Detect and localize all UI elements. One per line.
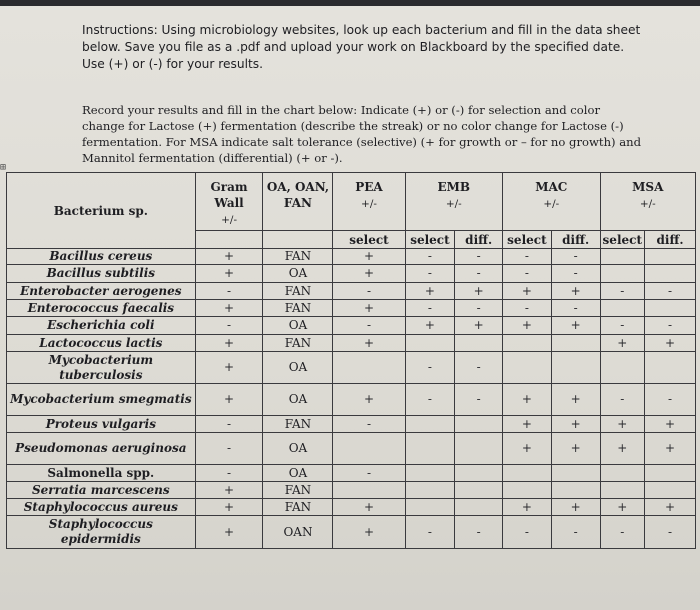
emb-select-cell[interactable]	[405, 416, 455, 433]
results-table	[6, 172, 696, 549]
msa-diff-cell[interactable]	[645, 482, 696, 499]
bacterium-name: Lactococcus lactis	[7, 335, 196, 352]
bacterium-name: Staphylococcus aureus	[7, 499, 196, 516]
oa-header: OA, OAN, FAN	[263, 173, 333, 231]
msa-select-cell[interactable]: -	[600, 283, 645, 300]
oa-oan-fan-cell[interactable]: OA	[263, 465, 333, 482]
oa-oan-fan-cell[interactable]: OA	[263, 265, 333, 283]
msa-header-label: MSA	[632, 180, 664, 194]
bacterium-name: Staphylococcus epidermidis	[7, 516, 196, 549]
emb-select-cell[interactable]	[405, 499, 455, 516]
mac-select-cell[interactable]: -	[503, 265, 552, 283]
msa-select-cell[interactable]: -	[600, 317, 645, 335]
pea-select-cell[interactable]	[333, 482, 405, 499]
pea-select-header: select	[333, 231, 405, 249]
emb-select-cell[interactable]	[405, 433, 455, 465]
mac-select-cell[interactable]: +	[503, 499, 552, 516]
msa-select-cell[interactable]: +	[600, 335, 645, 352]
msa-select-cell[interactable]: +	[600, 433, 645, 465]
emb-header-label: EMB	[437, 180, 471, 194]
mac-header	[503, 173, 601, 231]
gram-header	[195, 173, 263, 231]
emb-select-cell[interactable]	[405, 465, 455, 482]
table-row	[7, 516, 696, 549]
table-row	[7, 317, 696, 335]
oa-oan-fan-cell[interactable]: OAN	[263, 516, 333, 549]
mac-select-cell[interactable]: +	[503, 317, 552, 335]
table-row	[7, 416, 696, 433]
msa-diff-header: diff.	[645, 231, 696, 249]
gram-cell[interactable]: +	[195, 335, 263, 352]
emb-diff-cell[interactable]	[455, 499, 503, 516]
table-row	[7, 249, 696, 265]
oa-oan-fan-cell[interactable]: OA	[263, 384, 333, 416]
emb-diff-cell[interactable]: -	[455, 352, 503, 384]
gram-cell[interactable]: -	[195, 465, 263, 482]
gram-header-sub: +/-	[221, 214, 238, 226]
bacterium-name: Proteus vulgaris	[7, 416, 196, 433]
oa-oan-fan-cell[interactable]: FAN	[263, 482, 333, 499]
msa-diff-cell[interactable]: -	[645, 384, 696, 416]
msa-diff-cell[interactable]: -	[645, 516, 696, 549]
mac-diff-cell[interactable]: -	[551, 300, 600, 317]
mac-diff-cell[interactable]: +	[551, 283, 600, 300]
bacterium-name: Pseudomonas aeruginosa	[7, 433, 196, 465]
oa-oan-fan-cell[interactable]: FAN	[263, 300, 333, 317]
pea-select-cell[interactable]	[333, 433, 405, 465]
msa-diff-cell[interactable]: +	[645, 499, 696, 516]
oa-oan-fan-cell[interactable]: FAN	[263, 499, 333, 516]
bacterium-name: Salmonella spp.	[7, 465, 196, 482]
gram-cell[interactable]: -	[195, 433, 263, 465]
record-instructions-text: Record your results and fill in the chart below: Indicate (+) or (-) for selection and color change for Lactose (+) fermentation (describe the streak) or no color change for Lactose (-) fermentation. For MSA indicate salt tolerance (selective) (+ for growth or – for no growth) and Mannitol fermentation (differential) (+ or -).	[82, 103, 642, 165]
table-row	[7, 335, 696, 352]
msa-diff-cell[interactable]	[645, 352, 696, 384]
emb-diff-cell[interactable]	[455, 482, 503, 499]
msa-select-cell[interactable]	[600, 300, 645, 317]
table-row	[7, 465, 696, 482]
msa-select-cell[interactable]	[600, 465, 645, 482]
oa-oan-fan-cell[interactable]: OA	[263, 352, 333, 384]
emb-diff-cell[interactable]	[455, 335, 503, 352]
emb-diff-cell[interactable]	[455, 465, 503, 482]
pea-select-cell[interactable]: -	[333, 465, 405, 482]
mac-diff-header: diff.	[551, 231, 600, 249]
gram-cell[interactable]: +	[195, 384, 263, 416]
results-rows	[7, 249, 696, 549]
emb-select-cell[interactable]: -	[405, 352, 455, 384]
mac-select-cell[interactable]: -	[503, 300, 552, 317]
mac-select-cell[interactable]: -	[503, 249, 552, 265]
bacterium-name: Bacillus cereus	[7, 249, 196, 265]
mac-select-cell[interactable]: +	[503, 283, 552, 300]
oa-oan-fan-cell[interactable]: FAN	[263, 335, 333, 352]
pea-select-cell[interactable]: -	[333, 317, 405, 335]
pea-header-label: PEA	[355, 180, 383, 194]
emb-select-cell[interactable]: -	[405, 249, 455, 265]
mac-diff-cell[interactable]: +	[551, 384, 600, 416]
mac-header-label: MAC	[535, 180, 568, 194]
mac-diff-cell[interactable]: -	[551, 516, 600, 549]
oa-oan-fan-cell[interactable]: OA	[263, 433, 333, 465]
gram-cell[interactable]: -	[195, 416, 263, 433]
oa-oan-fan-cell[interactable]: FAN	[263, 283, 333, 300]
msa-diff-cell[interactable]: +	[645, 433, 696, 465]
oa-subheader-empty	[263, 231, 333, 249]
table-row	[7, 499, 696, 516]
emb-diff-cell[interactable]: -	[455, 249, 503, 265]
table-row	[7, 283, 696, 300]
table-move-handle-icon[interactable]: ⊞	[0, 162, 7, 173]
bacterium-name: Mycobacterium tuberculosis	[7, 352, 196, 384]
msa-select-cell[interactable]	[600, 352, 645, 384]
gram-cell[interactable]: +	[195, 499, 263, 516]
bacterium-name: Enterobacter aerogenes	[7, 283, 196, 300]
emb-diff-cell[interactable]: -	[455, 516, 503, 549]
table-row	[7, 433, 696, 465]
table-row	[7, 300, 696, 317]
mac-select-cell[interactable]	[503, 465, 552, 482]
emb-select-cell[interactable]: -	[405, 516, 455, 549]
mac-header-sub: +/-	[543, 198, 560, 210]
emb-header	[405, 173, 503, 231]
pea-select-cell[interactable]: +	[333, 265, 405, 283]
msa-diff-cell[interactable]: +	[645, 335, 696, 352]
msa-select-cell[interactable]: +	[600, 416, 645, 433]
mac-select-cell[interactable]: -	[503, 516, 552, 549]
emb-select-cell[interactable]: +	[405, 317, 455, 335]
emb-header-sub: +/-	[445, 198, 462, 210]
msa-diff-cell[interactable]: -	[645, 317, 696, 335]
bacterium-header: Bacterium sp.	[7, 173, 196, 249]
msa-select-cell[interactable]: +	[600, 499, 645, 516]
gram-cell[interactable]: +	[195, 482, 263, 499]
mac-select-cell[interactable]	[503, 482, 552, 499]
mac-diff-cell[interactable]: +	[551, 317, 600, 335]
emb-diff-header: diff.	[455, 231, 503, 249]
pea-select-cell[interactable]: +	[333, 516, 405, 549]
gram-cell[interactable]: +	[195, 352, 263, 384]
msa-diff-cell[interactable]: -	[645, 283, 696, 300]
bacterium-name: Enterococcus faecalis	[7, 300, 196, 317]
pea-header	[333, 173, 405, 231]
msa-select-cell[interactable]: -	[600, 384, 645, 416]
gram-cell[interactable]: +	[195, 516, 263, 549]
mac-diff-cell[interactable]: -	[551, 265, 600, 283]
instructions-text: Instructions: Using microbiology websites, look up each bacterium and fill in the data sheet below. Save you file as a .pdf and upload your work on Blackboard by the specified date. Use (+) or (-) for your results.	[82, 23, 641, 71]
emb-select-cell[interactable]: -	[405, 384, 455, 416]
mac-select-cell[interactable]	[503, 335, 552, 352]
mac-diff-cell[interactable]	[551, 465, 600, 482]
emb-select-cell[interactable]	[405, 335, 455, 352]
pea-select-cell[interactable]: -	[333, 283, 405, 300]
emb-diff-cell[interactable]	[455, 416, 503, 433]
table-row	[7, 265, 696, 283]
emb-select-header: select	[405, 231, 455, 249]
oa-oan-fan-cell[interactable]: OA	[263, 317, 333, 335]
mac-diff-cell[interactable]: +	[551, 416, 600, 433]
pea-select-cell[interactable]	[333, 352, 405, 384]
mac-select-cell[interactable]: +	[503, 433, 552, 465]
header-row	[7, 173, 696, 231]
pea-select-cell[interactable]: +	[333, 300, 405, 317]
mac-select-cell[interactable]: +	[503, 384, 552, 416]
msa-header	[600, 173, 695, 231]
table-row	[7, 384, 696, 416]
emb-select-cell[interactable]: +	[405, 283, 455, 300]
mac-diff-cell[interactable]: +	[551, 433, 600, 465]
gram-cell[interactable]: +	[195, 300, 263, 317]
bacterium-name: Mycobacterium smegmatis	[7, 384, 196, 416]
pea-select-cell[interactable]: -	[333, 416, 405, 433]
emb-diff-cell[interactable]: +	[455, 317, 503, 335]
msa-select-cell[interactable]	[600, 249, 645, 265]
msa-select-cell[interactable]: -	[600, 516, 645, 549]
msa-select-header: select	[600, 231, 645, 249]
emb-diff-cell[interactable]: -	[455, 300, 503, 317]
pea-header-sub: +/-	[361, 198, 377, 210]
bacterium-name: Escherichia coli	[7, 317, 196, 335]
msa-select-cell[interactable]	[600, 482, 645, 499]
gram-cell[interactable]: -	[195, 283, 263, 300]
msa-diff-cell[interactable]	[645, 465, 696, 482]
gram-cell[interactable]: +	[195, 265, 263, 283]
table-row	[7, 482, 696, 499]
mac-select-header: select	[503, 231, 552, 249]
bacterium-name: Bacillus subtilis	[7, 265, 196, 283]
msa-diff-cell[interactable]	[645, 265, 696, 283]
emb-diff-cell[interactable]: +	[455, 283, 503, 300]
pea-select-cell[interactable]: +	[333, 384, 405, 416]
mac-select-cell[interactable]	[503, 352, 552, 384]
emb-select-cell[interactable]	[405, 482, 455, 499]
oa-oan-fan-cell[interactable]: FAN	[263, 249, 333, 265]
gram-cell[interactable]: -	[195, 317, 263, 335]
gram-cell[interactable]: +	[195, 249, 263, 265]
oa-oan-fan-cell[interactable]: FAN	[263, 416, 333, 433]
mac-diff-cell[interactable]: -	[551, 249, 600, 265]
emb-diff-cell[interactable]: -	[455, 265, 503, 283]
emb-diff-cell[interactable]: -	[455, 384, 503, 416]
msa-header-sub: +/-	[639, 198, 656, 210]
msa-diff-cell[interactable]	[645, 300, 696, 317]
mac-diff-cell[interactable]	[551, 352, 600, 384]
emb-select-cell[interactable]: -	[405, 265, 455, 283]
pea-select-cell[interactable]: +	[333, 335, 405, 352]
mac-diff-cell[interactable]: +	[551, 499, 600, 516]
mac-select-cell[interactable]: +	[503, 416, 552, 433]
pea-select-cell[interactable]: +	[333, 499, 405, 516]
msa-diff-cell[interactable]: +	[645, 416, 696, 433]
gram-header-label: Gram Wall	[210, 180, 248, 210]
table-row	[7, 352, 696, 384]
bacterium-name: Serratia marcescens	[7, 482, 196, 499]
emb-diff-cell[interactable]	[455, 433, 503, 465]
msa-select-cell[interactable]	[600, 265, 645, 283]
mac-diff-cell[interactable]	[551, 335, 600, 352]
pea-select-cell[interactable]: +	[333, 249, 405, 265]
emb-select-cell[interactable]: -	[405, 300, 455, 317]
msa-diff-cell[interactable]	[645, 249, 696, 265]
mac-diff-cell[interactable]	[551, 482, 600, 499]
gram-subheader-empty	[195, 231, 263, 249]
